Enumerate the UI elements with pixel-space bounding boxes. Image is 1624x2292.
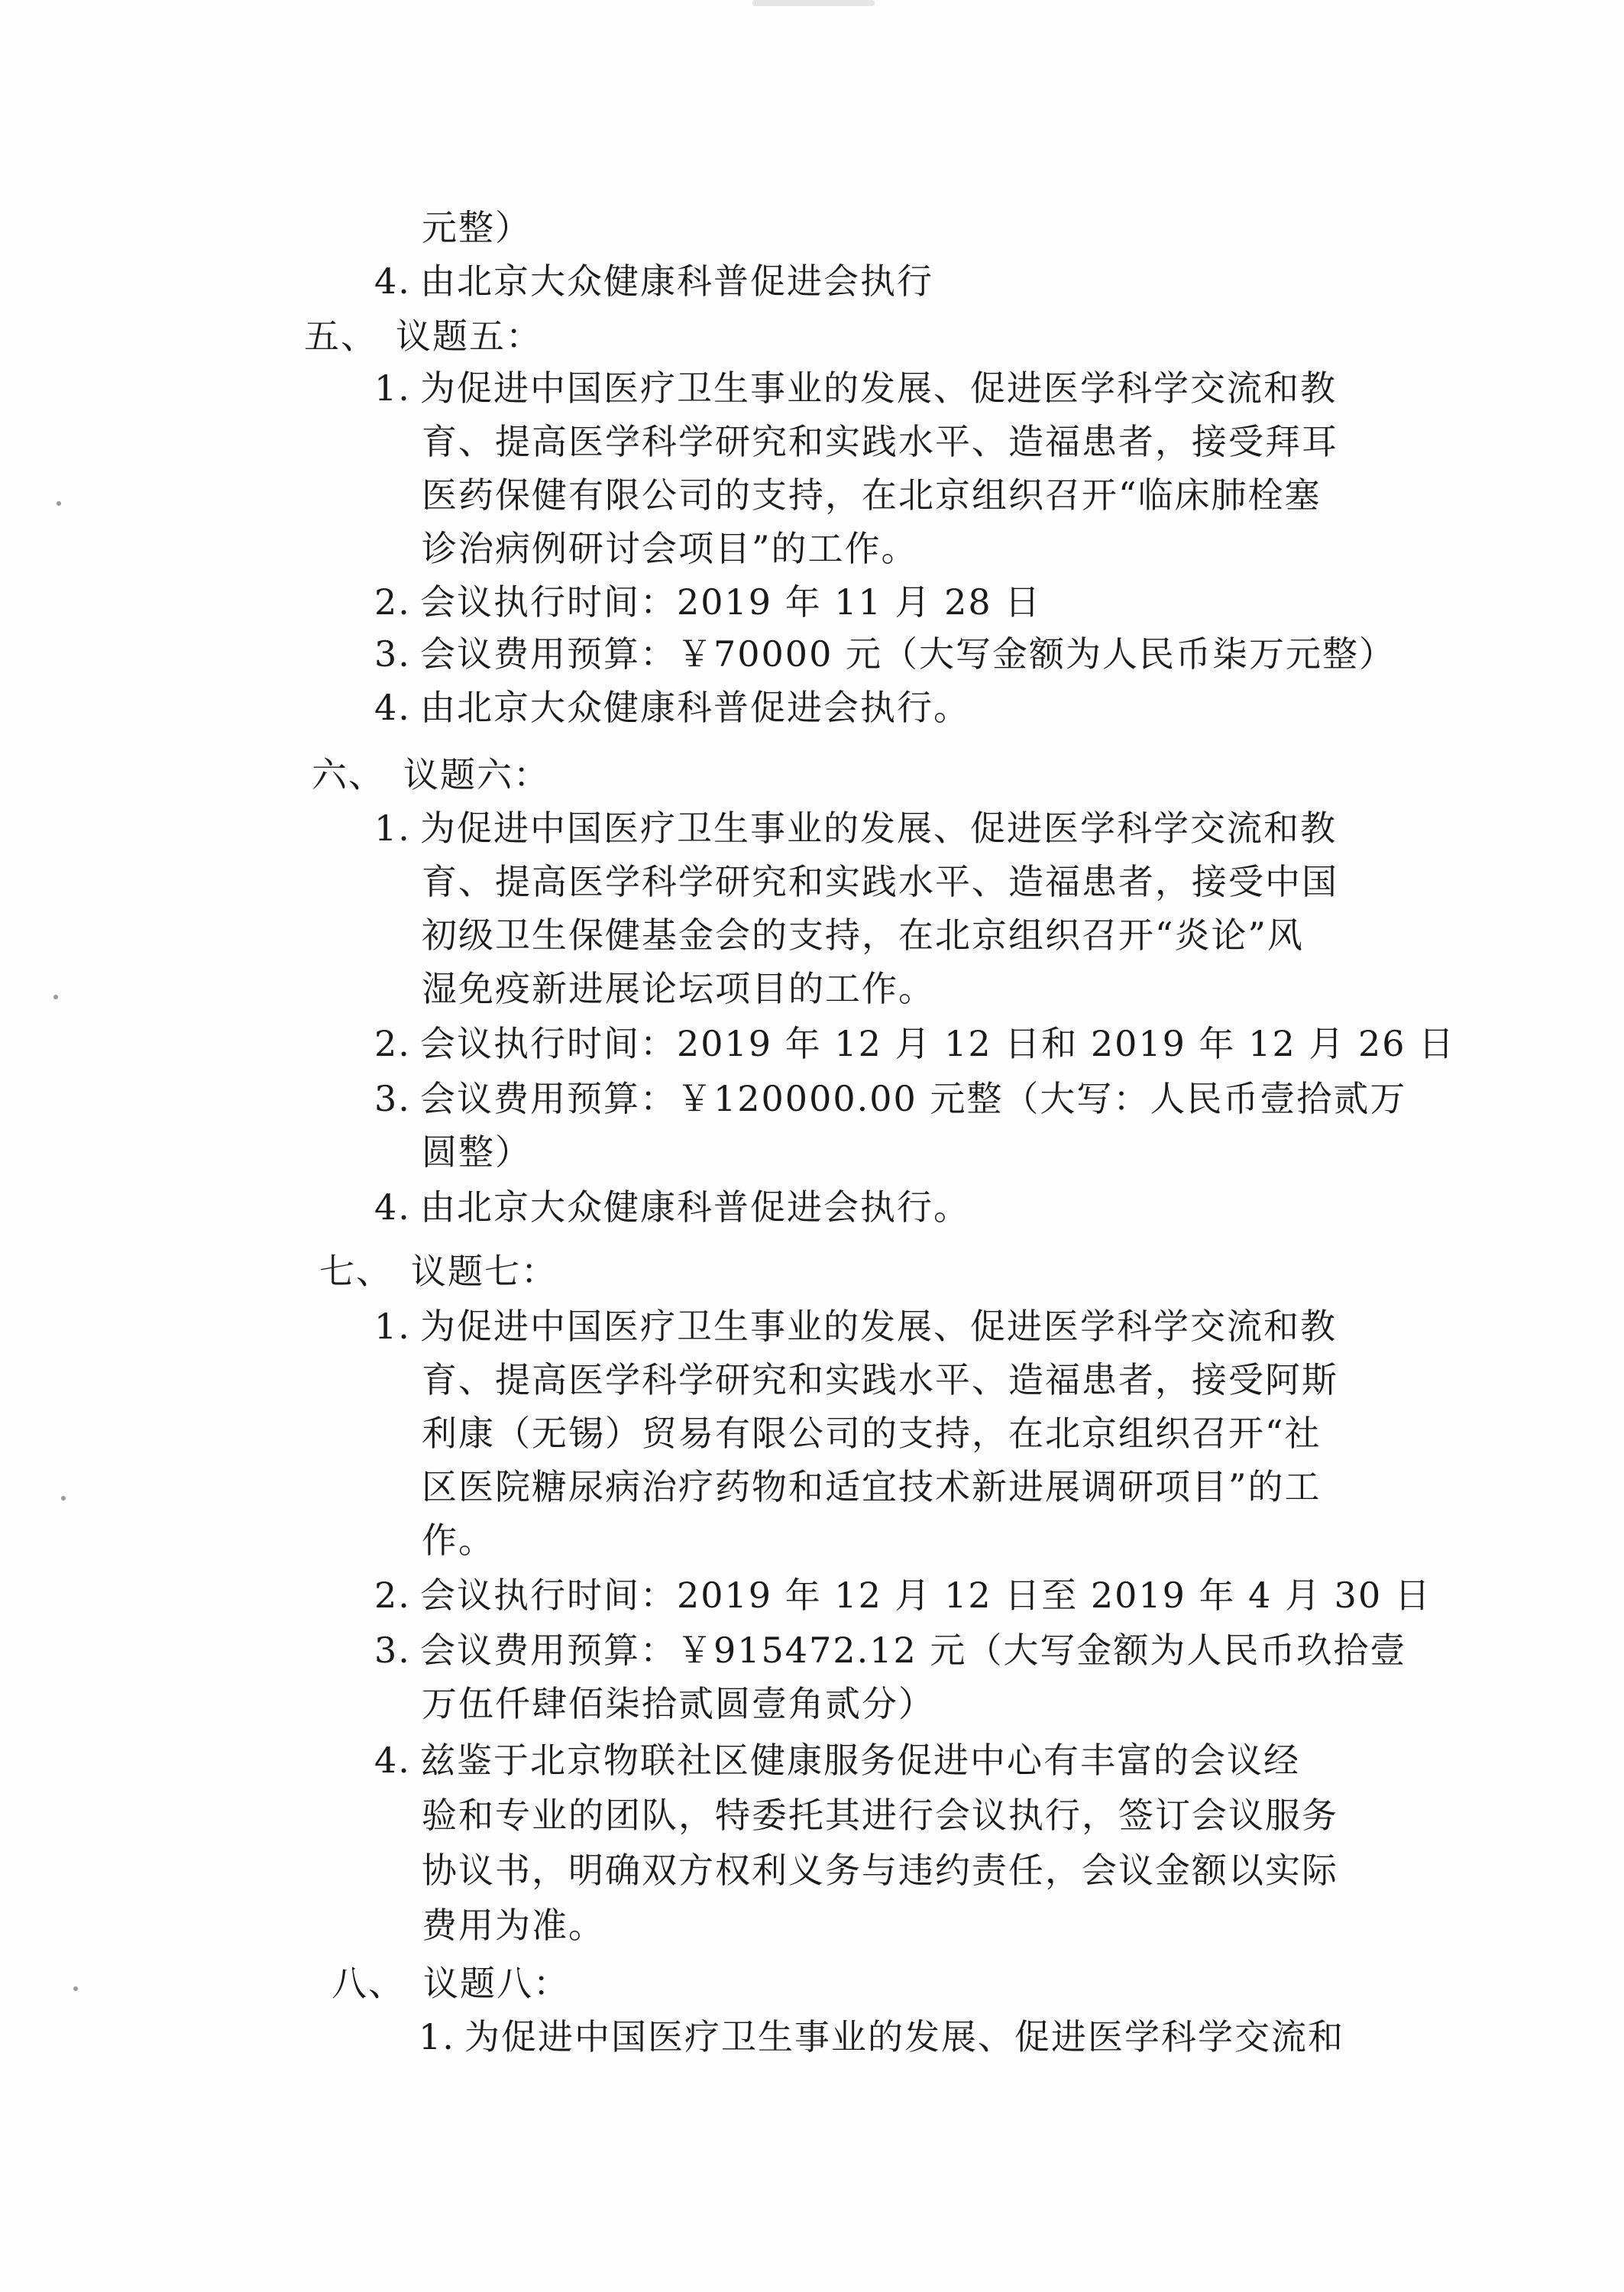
- list-item: [374, 1737, 1300, 1783]
- text-line: 利康（无锡）贸易有限公司的支持，在北京组织召开“社: [422, 1413, 1322, 1454]
- item-number: 4.: [374, 1740, 411, 1781]
- list-item: [419, 2014, 1344, 2060]
- text-line: 育、提高医学科学研究和实践水平、造福患者，接受阿斯: [422, 1359, 1338, 1400]
- item-text: 会议费用预算：￥70000 元（大写金额为人民币柒万元整）: [420, 633, 1396, 675]
- list-item: [374, 631, 1396, 677]
- item-text: 为促进中国医疗卫生事业的发展、促进医学科学交流和教: [420, 367, 1337, 409]
- text-line: 区医院糖尿病治疗药物和适宜技术新进展调研项目”的工: [422, 1466, 1322, 1507]
- text-line: 费用为准。: [422, 1905, 605, 1946]
- item-number: 3.: [374, 633, 411, 675]
- list-item: [374, 1572, 1432, 1618]
- heading-number: 八、: [332, 1963, 405, 2004]
- heading-number: 六、: [312, 754, 385, 795]
- scan-mark: [752, 0, 875, 6]
- item-text: 为促进中国医疗卫生事业的发展、促进医学科学交流和: [464, 2016, 1344, 2057]
- item-text: 会议执行时间：2019 年 12 月 12 日和 2019 年 12 月 26 日: [420, 1023, 1456, 1064]
- list-item: [374, 1627, 1406, 1673]
- item-number: 4.: [374, 687, 411, 728]
- item-text: 会议费用预算：￥120000.00 元整（大写：人民币壹拾贰万: [420, 1078, 1407, 1119]
- item-number: 1.: [419, 2016, 455, 2057]
- item-text: 由北京大众健康科普促进会执行。: [420, 687, 970, 728]
- text-line: 圆整）: [422, 1131, 532, 1173]
- item-number: 3.: [374, 1078, 411, 1119]
- text-line: 医药保健有限公司的支持，在北京组织召开“临床肺栓塞: [422, 474, 1322, 516]
- list-item: [374, 1303, 1337, 1349]
- text-line: 初级卫生保健基金会的支持，在北京组织召开“炎论”风: [422, 915, 1305, 956]
- heading-number: 五、: [304, 316, 377, 357]
- list-item: [374, 1076, 1406, 1122]
- list-item: [374, 365, 1337, 411]
- text-line: 作。: [422, 1520, 495, 1561]
- section-heading: [304, 313, 542, 359]
- item-text: 兹鉴于北京物联社区健康服务促进中心有丰富的会议经: [420, 1740, 1300, 1781]
- heading-text: 议题六：: [403, 754, 550, 795]
- section-heading: [319, 1248, 558, 1294]
- item-number: 2.: [374, 1023, 411, 1064]
- scan-speck: [57, 501, 61, 506]
- item-text: 会议费用预算：￥915472.12 元（大写金额为人民币玖拾壹: [420, 1630, 1407, 1671]
- heading-text: 议题七：: [411, 1251, 558, 1292]
- item-number: 4.: [374, 261, 411, 302]
- item-text: 由北京大众健康科普促进会执行: [420, 261, 933, 302]
- heading-text: 议题五：: [396, 316, 542, 357]
- section-heading: [312, 752, 550, 798]
- list-item: [374, 579, 1041, 625]
- item-number: 2.: [374, 581, 411, 623]
- list-item: [374, 1184, 970, 1230]
- item-text: 为促进中国医疗卫生事业的发展、促进医学科学交流和教: [420, 1306, 1337, 1347]
- item-text: 会议执行时间：2019 年 12 月 12 日至 2019 年 4 月 30 日: [420, 1575, 1432, 1616]
- item-number: 2.: [374, 1575, 411, 1616]
- item-number: 4.: [374, 1186, 411, 1228]
- scan-speck: [73, 1986, 78, 1991]
- text-line: 育、提高医学科学研究和实践水平、造福患者，接受中国: [422, 861, 1338, 902]
- item-text: 为促进中国医疗卫生事业的发展、促进医学科学交流和教: [420, 808, 1337, 849]
- list-item: [374, 685, 970, 730]
- text-line: 诊治病例研讨会项目”的工作。: [422, 528, 918, 569]
- list-item: [374, 258, 933, 304]
- scan-speck: [61, 1496, 66, 1500]
- heading-number: 七、: [319, 1251, 393, 1292]
- list-item: [374, 1021, 1455, 1067]
- text-line: 验和专业的团队，特委托其进行会议执行，签订会议服务: [422, 1795, 1338, 1836]
- section-heading: [332, 1960, 570, 2006]
- item-number: 1.: [374, 1306, 411, 1347]
- text-line: 育、提高医学科学研究和实践水平、造福患者，接受拜耳: [422, 421, 1338, 462]
- item-number: 3.: [374, 1630, 411, 1671]
- heading-text: 议题八：: [423, 1963, 570, 2004]
- text-line: 湿免疫新进展论坛项目的工作。: [422, 968, 935, 1009]
- item-text: 由北京大众健康科普促进会执行。: [420, 1186, 970, 1228]
- text-line: 万伍仟肆佰柒拾贰圆壹角贰分）: [422, 1683, 935, 1724]
- item-text: 会议执行时间：2019 年 11 月 28 日: [420, 581, 1042, 623]
- item-number: 1.: [374, 367, 411, 409]
- item-number: 1.: [374, 808, 411, 849]
- text-line: 协议书，明确双方权利义务与违约责任，会议金额以实际: [422, 1850, 1338, 1891]
- text-line: 元整）: [422, 207, 532, 248]
- list-item: [374, 805, 1337, 851]
- scan-speck: [53, 995, 58, 999]
